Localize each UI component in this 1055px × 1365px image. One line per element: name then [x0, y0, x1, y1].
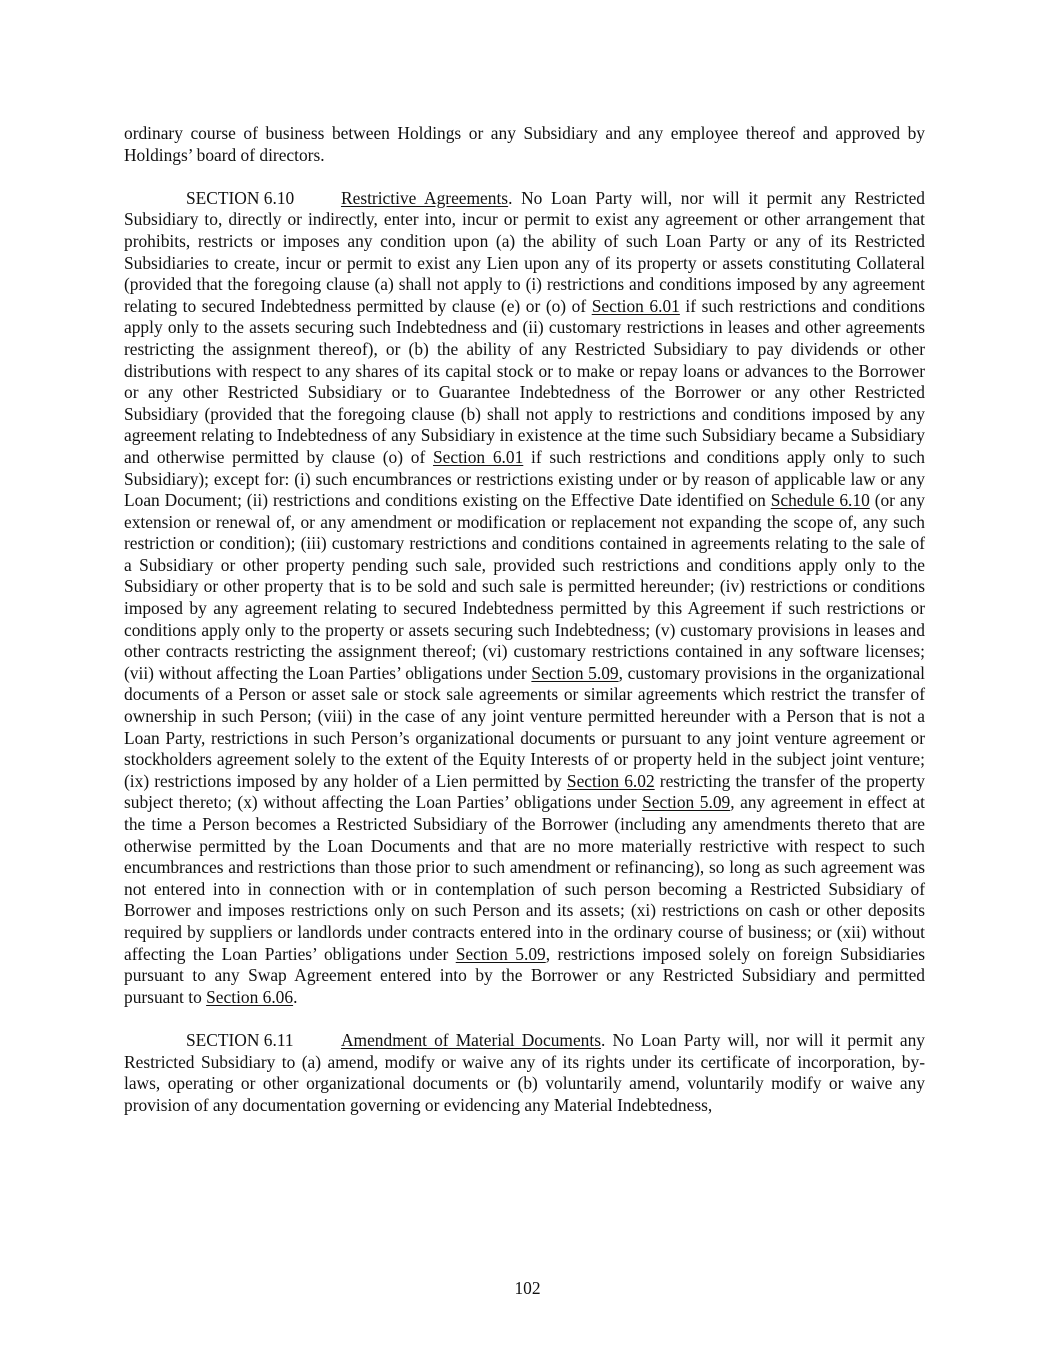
- body-text-segment: restricting the transfer of the property subject thereto; (x) without affecting the Loan Parties’ obligations under: [124, 770, 926, 813]
- body-text-segment: , restrictions imposed solely on foreign Subsidiaries pursuant to any Swap Agreement entered into by the Borrower or any Restricted Subsidiary and permitted pursuant to: [124, 943, 926, 1007]
- section-6-10-paragraph: [124, 188, 925, 1009]
- cross-reference: Section 5.09: [531, 662, 619, 683]
- cross-reference: Schedule 6.10: [770, 490, 870, 511]
- intro-paragraph: ordinary course of business between Holdings or any Subsidiary and any employee thereof and approved by Holdings’ board of directors.: [124, 123, 925, 165]
- cross-reference: Section 5.09: [455, 943, 546, 964]
- section-title: Amendment of Material Documents: [341, 1029, 601, 1050]
- section-number: SECTION 6.11: [186, 1029, 294, 1050]
- cross-reference: Section 6.06: [206, 986, 294, 1007]
- body-text-segment: .: [293, 986, 298, 1007]
- cross-reference: Section 6.01: [591, 295, 680, 316]
- cross-reference: Section 6.02: [566, 770, 655, 791]
- cross-reference: Section 6.01: [432, 446, 524, 467]
- body-text-segment: . No Loan Party will, nor will it permit any Restricted Subsidiary to (a) amend, modify or waive any of its rights under its certificate of incorporation, by-laws, operating or other organizational documents or (b) voluntarily amend, voluntarily modify or waive any provision of any documentation governing or evidencing any Material Indebtedness,: [124, 1029, 925, 1115]
- section-title: Restrictive Agreements: [341, 187, 509, 208]
- body-text-segment: , any agreement in effect at the time a Person becomes a Restricted Subsidiary of the Borrower (including any amendments thereto that are otherwise permitted by the Loan Documents and that are no more materially restrictive with respect to such encumbrances and restrictions than those prior to such amendment or refinancing), so long as such agreement was not entered into in connection with or in contemplation of such person becoming a Restricted Subsidiary of Borrower and imposes restrictions only on such Person and its assets; (xi) restrictions on cash or other deposits required by suppliers or landlords under contracts entered into in the ordinary course of business; or (xii) without affecting the Loan Parties’ obligations under: [124, 792, 925, 964]
- body-text-segment: , customary provisions in the organizational documents of a Person or asset sale or stock sale agreements or similar agreements which restrict the transfer of ownership in such Person; (viii) in the case of any joint venture permitted hereunder with a Person that is not a Loan Party, restrictions in such Person’s organizational documents or pursuant to any joint venture agreement or stockholders agreement solely to the extent of the Equity Interests of or property held in the subject joint venture; (ix) restrictions imposed by any holder of a Lien permitted by: [124, 662, 926, 791]
- section-6-11-paragraph: [124, 1030, 925, 1116]
- body-text-segment: (or any extension or renewal of, or any amendment or modification or replacement not expanding the scope of, any such restriction or condition); (iii) customary restrictions and conditions contained in agreements relating to the sale of a Subsidiary or other property pending such sale, provided such restrictions and conditions apply only to the Subsidiary or other property that is to be sold and such sale is permitted hereunder; (iv) restrictions or conditions imposed by any agreement relating to secured Indebtedness permitted by this Agreement if such restrictions or conditions apply only to the property or assets securing such Indebtedness; (v) customary provisions in leases and other contracts restricting the assignment thereof; (vi) customary restrictions contained in any software licenses; (vii) without affecting the Loan Parties’ obligations under: [124, 490, 925, 683]
- cross-reference: Section 5.09: [642, 792, 731, 813]
- body-text-segment: if such restrictions and conditions apply only to such Subsidiary); except for: (i) such encumbrances or restrictions existing under or by reason of applicable law or any Loan Document; (ii) restrictions and conditions existing on the Effective Date identified on: [124, 446, 925, 511]
- section-number: SECTION 6.10: [186, 187, 295, 208]
- body-text-segment: . No Loan Party will, nor will it permit any Restricted Subsidiary to, directly or indirectly, enter into, incur or permit to exist any agreement or other arrangement that prohibits, restricts or imposes any condition upon (a) the ability of such Loan Party or any of its Restricted Subsidiaries to create, incur or permit to exist any Lien upon any of its property or assets constituting Collateral (provided that the foregoing clause (a) shall not apply to (i) restrictions and conditions imposed by any agreement relating to secured Indebtedness permitted by clause (e) or (o) of: [124, 187, 925, 316]
- document-body: [124, 123, 925, 1116]
- page-number: 102: [514, 1278, 541, 1298]
- body-text-segment: if such restrictions and conditions apply only to the assets securing such Indebtedness and (ii) customary restrictions in leases and other agreements restricting the assignment thereof), or (b) the ability of any Restricted Subsidiary to pay dividends or other distributions with respect to any shares of its capital stock or to make or repay loans or advances to the Borrower or any other Restricted Subsidiary or to Guarantee Indebtedness of the Borrower or any other Restricted Subsidiary (provided that the foregoing clause (b) shall not apply to restrictions and conditions imposed by any agreement relating to Indebtedness of any Subsidiary in existence at the time such Subsidiary became a Subsidiary and otherwise permitted by clause (o) of: [124, 295, 925, 467]
